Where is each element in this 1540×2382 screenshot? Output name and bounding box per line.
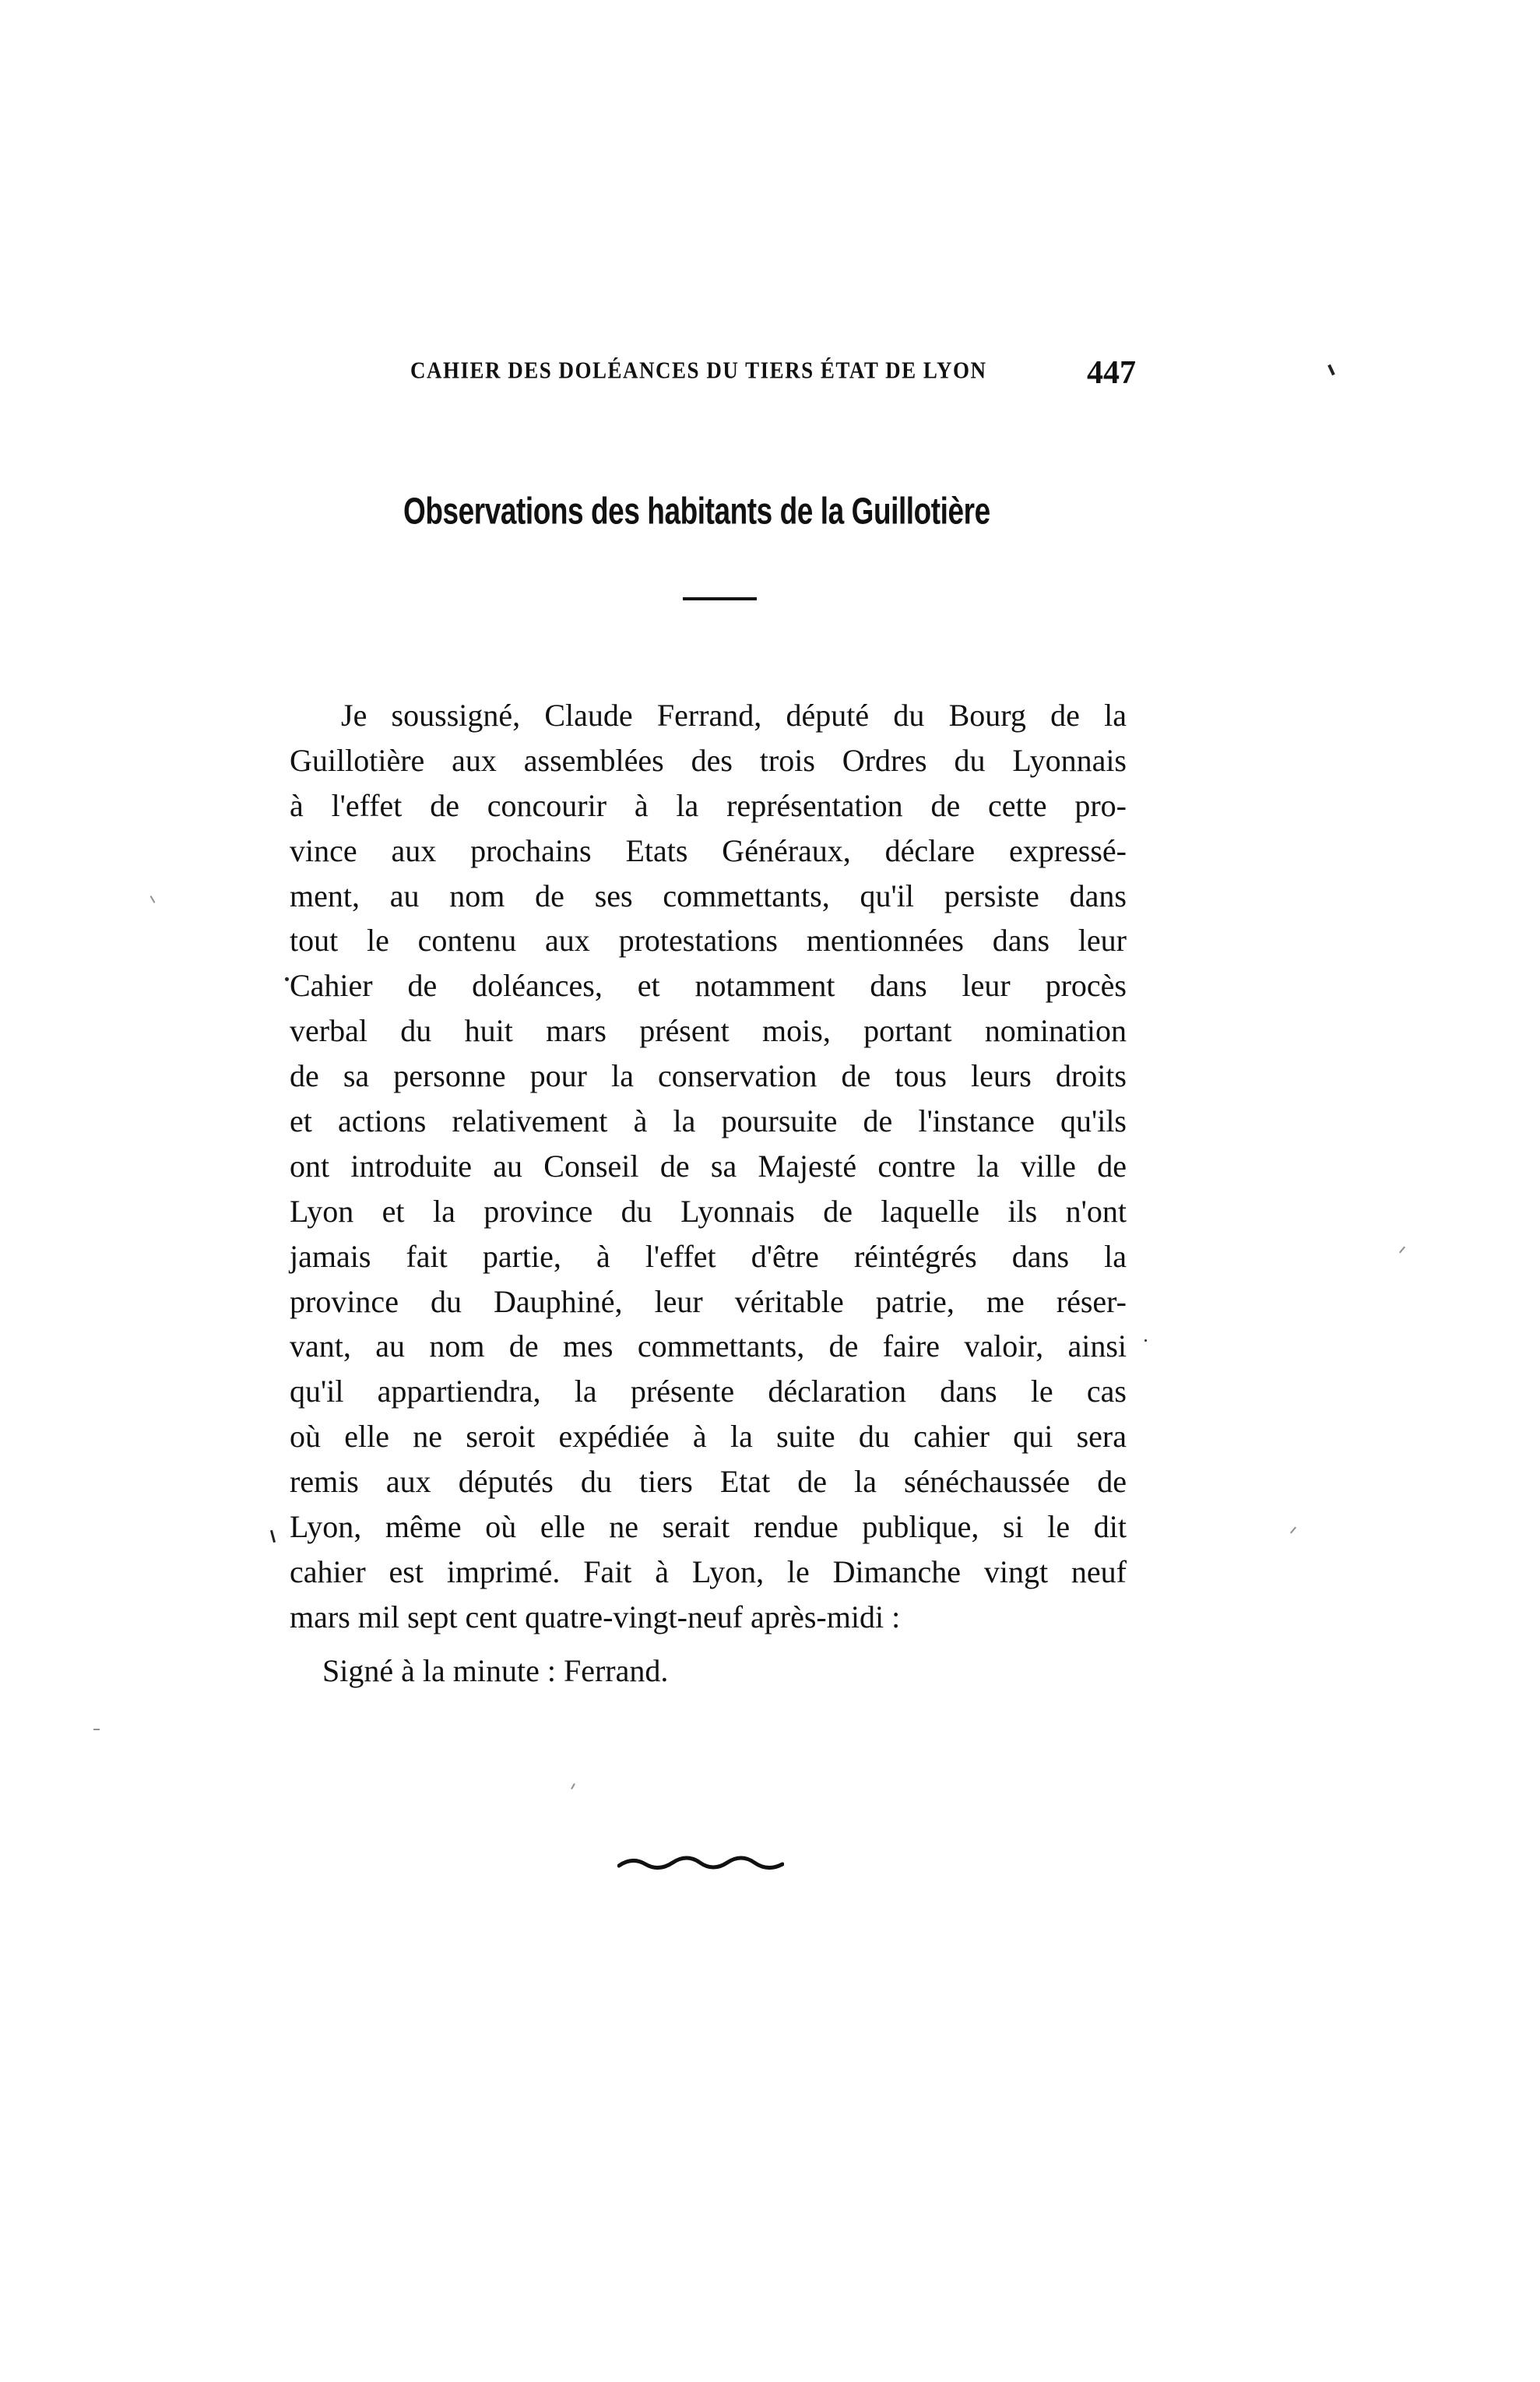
body-line: jamais fait partie, à l'effet d'être réintégrés dans la bbox=[290, 1238, 1127, 1274]
body-line: et actions relativement à la poursuite de l'instance qu'ils bbox=[290, 1103, 1127, 1139]
scan-speck bbox=[1399, 1247, 1405, 1254]
body-line: où elle ne seroit expédiée à la suite du cahier qui sera bbox=[290, 1419, 1127, 1455]
body-line: ont introduite au Conseil de sa Majesté contre la ville de bbox=[290, 1148, 1127, 1184]
scan-speck bbox=[270, 1530, 276, 1543]
body-line: vince aux prochains Etats Généraux, déclare expressé- bbox=[290, 832, 1127, 868]
signature-line: Signé à la minute : Ferrand. bbox=[322, 1653, 669, 1688]
body-line: vant, au nom de mes commettants, de faire valoir, ainsi bbox=[290, 1328, 1127, 1364]
body-line: verbal du huit mars présent mois, portant nomination bbox=[290, 1013, 1127, 1049]
body-line: remis aux députés du tiers Etat de la sénéchaussée de bbox=[290, 1464, 1127, 1500]
body-line: Lyon et la province du Lyonnais de laquelle ils n'ont bbox=[290, 1193, 1127, 1229]
scan-speck bbox=[1290, 1527, 1296, 1534]
scan-speck bbox=[1327, 364, 1335, 375]
scan-speck bbox=[1144, 1339, 1147, 1342]
body-line: mars mil sept cent quatre-vingt-neuf après-midi : bbox=[290, 1599, 901, 1634]
body-line: tout le contenu aux protestations mentionnées dans leur bbox=[290, 923, 1127, 959]
scan-speck bbox=[571, 1783, 575, 1789]
title-rule bbox=[683, 597, 757, 600]
page-number: 447 bbox=[1087, 355, 1136, 391]
section-title: Observations des habitants de la Guillotière bbox=[403, 491, 990, 533]
body-line: qu'il appartiendra, la présente déclaration dans le cas bbox=[290, 1374, 1127, 1409]
body-line: Lyon, même où elle ne serait rendue publique, si le dit bbox=[290, 1509, 1127, 1545]
body-paragraph bbox=[290, 693, 1127, 1640]
body-line: ment, au nom de ses commettants, qu'il persiste dans bbox=[290, 878, 1127, 913]
wavy-line-ornament-icon bbox=[617, 1853, 784, 1872]
body-line: à l'effet de concourir à la représentation de cette pro- bbox=[290, 787, 1127, 823]
scan-speck bbox=[285, 977, 289, 981]
scan-speck bbox=[93, 1729, 100, 1730]
body-line: Cahier de doléances, et notamment dans leur procès bbox=[290, 968, 1127, 1004]
body-line: Guillotière aux assemblées des trois Ordres du Lyonnais bbox=[290, 742, 1127, 778]
body-line: province du Dauphiné, leur véritable patrie, me réser- bbox=[290, 1283, 1127, 1319]
running-head-title: CAHIER DES DOLÉANCES DU TIERS ÉTAT DE LYON bbox=[410, 357, 987, 384]
scan-speck bbox=[150, 895, 156, 903]
body-line: Je soussigné, Claude Ferrand, député du Bourg de la bbox=[341, 698, 1127, 733]
body-line: de sa personne pour la conservation de tous leurs droits bbox=[290, 1058, 1127, 1094]
body-line: cahier est imprimé. Fait à Lyon, le Dimanche vingt neuf bbox=[290, 1553, 1127, 1589]
